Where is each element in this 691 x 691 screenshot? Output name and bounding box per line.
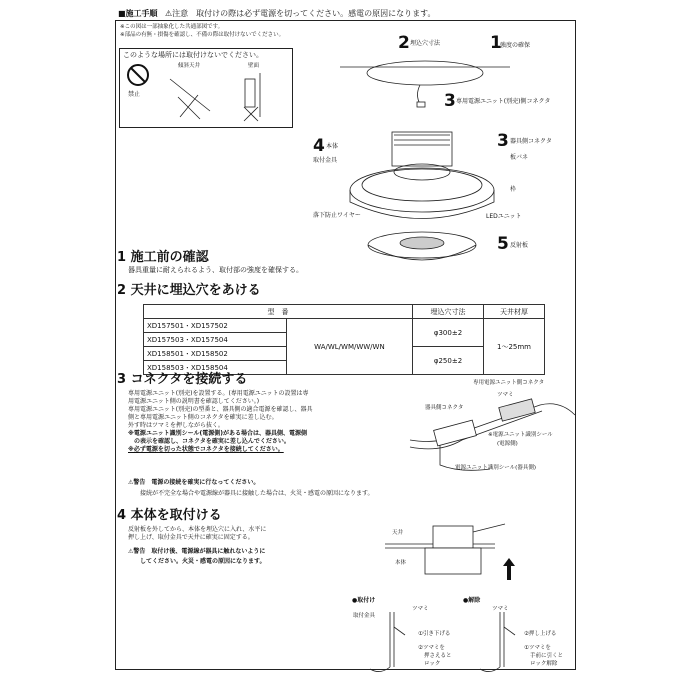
bracket-label: 取付金具: [313, 157, 338, 164]
callout-label-2: 埋込穴寸法: [410, 40, 441, 47]
callout-label-3a: 専用電源ユニット(別売)側コネクタ: [456, 98, 551, 105]
spec-header-thick: 天井材厚: [484, 305, 545, 319]
spec-header-model: 型 番: [144, 305, 413, 319]
detach-step-1b: 手前に引くと: [530, 653, 564, 659]
attach-step-1: ①引き下げる: [418, 631, 451, 637]
step1-number: 1: [117, 250, 127, 265]
step4-number: 4: [117, 508, 127, 523]
led-label: LEDユニット: [486, 213, 522, 220]
step3-line-3: 専用電源ユニット(別売)の型番と、器具側の適合電源を確認し、器具: [128, 406, 313, 413]
detach-step-2: ②押し上げる: [524, 631, 557, 637]
detach-title: ●解除: [463, 597, 481, 604]
step3-number: 3: [117, 372, 127, 387]
callout-num-3b: 3: [497, 131, 509, 151]
attach-step-2c: ロック: [424, 661, 441, 667]
spec-model-1: XD157501・XD157502: [144, 319, 287, 333]
callout-label-3b: 器具側コネクタ: [510, 138, 552, 145]
spec-header-hole: 埋込穴寸法: [413, 305, 484, 319]
note-1: ※この図は一部抽象化した共通部図です。: [120, 24, 224, 30]
spec-variants: WA/WL/WM/WW/WN: [286, 319, 412, 375]
step3-warn-1: ⚠警告 電源の接続を確実に行なってください。: [128, 479, 260, 486]
psu-connector-label: 専用電源ユニット側コネクタ: [473, 380, 545, 386]
step2-number: 2: [117, 283, 127, 298]
step1-body: 器具重量に耐えられるよう、取付部の強度を確保する。: [128, 266, 303, 274]
callout-num-4: 4: [313, 136, 325, 156]
prohibit-label: 禁止: [128, 91, 141, 98]
section-title: ■施工手順: [118, 9, 158, 18]
step4-warn-1: ⚠警告 取付け後、電源線が器具に触れないように: [128, 548, 266, 555]
step3-note-1: ※電源ユニット識別シール(電源側)がある場合は、器具側、電源側: [128, 430, 307, 437]
step2-title: [117, 283, 261, 298]
step4-heading: 本体を取付ける: [130, 508, 222, 523]
step3-note-2: の表示を確認し、コネクタを確実に差し込んでください。: [128, 438, 290, 445]
bracket-label-attach: 取付金具: [353, 613, 376, 619]
spec-hole-1: φ300±2: [413, 319, 484, 347]
ceiling-label: 天井: [392, 530, 404, 536]
step4-line-2: 押し上げ、取付金具で天井に確実に固定する。: [128, 534, 254, 541]
seal-psu-label: ※電源ユニット識別シール: [488, 432, 553, 438]
wire-label: 落下防止ワイヤー: [313, 212, 361, 219]
step3-heading: コネクタを接続する: [130, 372, 248, 387]
device-connector-label: 器具側コネクタ: [425, 405, 464, 411]
step3-note-3: ※必ず電源を切った状態でコネクタを接続してください。: [128, 446, 284, 453]
step3-body: [128, 390, 423, 454]
step4-warn-2: してください。火災・感電の原因になります。: [140, 558, 266, 565]
spec-thickness: 1〜25mm: [484, 319, 545, 375]
prohibit-title: このような場所には取付けないでください。: [123, 51, 263, 59]
step3-warn-2: 接続が不完全な場合や電源線が器具に接触した場合は、火災・感電の原因になります。: [140, 490, 374, 497]
spec-table: [143, 304, 545, 375]
attach-title: ●取付け: [352, 597, 376, 604]
step3-title: [117, 372, 247, 387]
step4-line-1: 反射板を外してから、本体を埋込穴に入れ、水平に: [128, 526, 267, 533]
callout-num-3a: 3: [444, 91, 456, 111]
seal-psu-label-2: (電源側): [497, 441, 518, 447]
knob-label-3: ツマミ: [497, 392, 514, 398]
detach-step-1c: ロック解除: [530, 661, 558, 667]
knob-label-attach: ツマミ: [412, 606, 429, 612]
callout-label-4: 本体: [326, 143, 339, 150]
frame-label: 枠: [510, 186, 517, 193]
callout-num-2: 2: [398, 33, 410, 53]
attach-step-2b: 押さえると: [424, 653, 452, 659]
caution-text: ⚠注意 取付けの際は必ず電源を切ってください。感電の原因になります。: [165, 9, 436, 18]
spec-model-3: XD158501・XD158502: [144, 347, 287, 361]
knob-label-detach: ツマミ: [492, 606, 509, 612]
callout-label-1: 強度の確保: [500, 42, 531, 49]
step3-line-4: 側と専用電源ユニット側のコネクタを確実に差し込む。: [128, 414, 278, 421]
step4-body: [128, 526, 266, 542]
wall-label: 壁面: [248, 63, 260, 69]
step1-heading: 施工前の確認: [130, 250, 209, 265]
note-2: ※部品の有無・損傷を確認し、不備の際は取付けないでください。: [120, 32, 285, 38]
mount-diagram: [385, 518, 565, 598]
spring-label: 板バネ: [510, 154, 529, 161]
connector-diagram: [400, 385, 580, 475]
step3-line-5: 外す時はツマミを押しながら抜く。: [128, 422, 224, 429]
callout-label-5: 反射板: [510, 242, 529, 249]
seal-device-label: 電源ユニット識別シール(器具側): [455, 465, 536, 471]
step1-title: [117, 250, 209, 265]
spec-table-wrap: [143, 304, 545, 375]
slope-label: 傾斜天井: [178, 63, 201, 69]
callout-num-1: 1: [490, 33, 502, 53]
step2-heading: 天井に埋込穴をあける: [130, 283, 261, 298]
spec-hole-2: φ250±2: [413, 347, 484, 375]
detach-step-1: ①ツマミを: [524, 645, 551, 651]
body-label: 本体: [395, 560, 407, 566]
step3-line-2: 用電源ユニット側の説明書を確認してください。): [128, 398, 260, 405]
prohibit-figures: [120, 49, 290, 119]
spec-model-4: XD158503・XD158504: [144, 361, 287, 375]
step3-line-1: 専用電源ユニット(別売)を設置する。(専用電源ユニットの設置は専: [128, 390, 309, 397]
callout-num-5: 5: [497, 234, 509, 254]
product-diagram: [320, 40, 580, 270]
attach-step-2: ②ツマミを: [418, 645, 445, 651]
spec-model-2: XD157503・XD157504: [144, 333, 287, 347]
prohibit-box: [119, 48, 293, 128]
step4-title: [117, 508, 222, 523]
